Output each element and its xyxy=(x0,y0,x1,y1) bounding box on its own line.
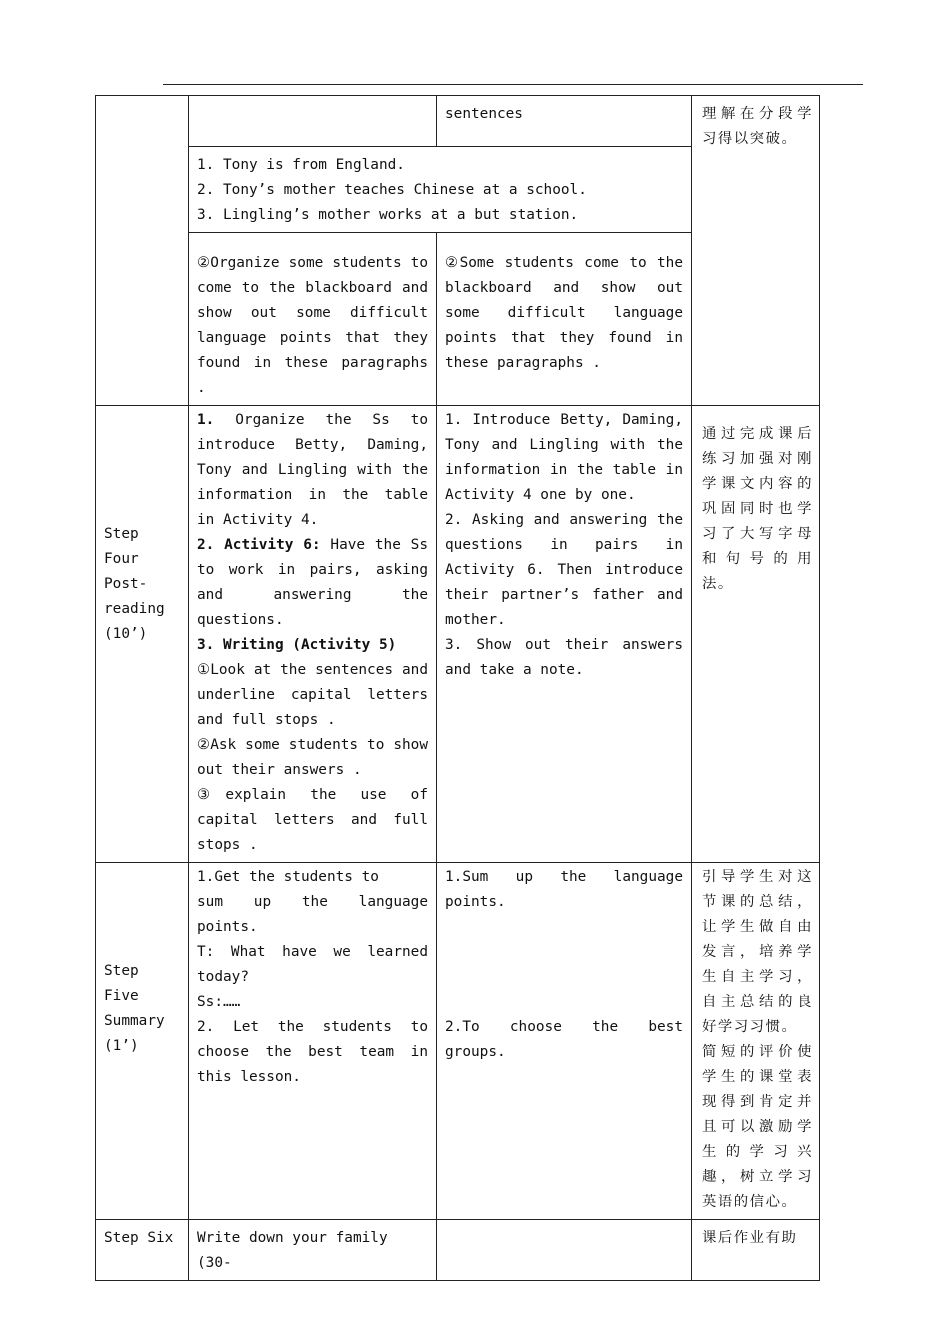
purpose-cell xyxy=(692,406,820,863)
teacher-item xyxy=(197,533,428,633)
header-rule xyxy=(163,84,863,85)
table-row xyxy=(96,96,820,147)
purpose-cell xyxy=(692,96,820,406)
student-cell xyxy=(437,233,692,406)
table-row xyxy=(96,863,820,1220)
item-number: 1. xyxy=(197,412,215,428)
purpose-text: 简短的评价使学生的课堂表现得到肯定并且可以激励学生的学习兴趣，树立学习英语的信心。 xyxy=(702,1044,813,1210)
step-cell xyxy=(96,863,189,1220)
teacher-line: Ss:…… xyxy=(197,994,241,1010)
student-item: 2. Asking and answering the questions in pairs in Activity 6. Then introduce their partner’s father and mother. xyxy=(445,512,683,628)
student-item: 3. Show out their answers and take a note. xyxy=(445,637,683,678)
teacher-line: T: What have we learned today? xyxy=(197,944,428,985)
teacher-item xyxy=(197,408,428,533)
step-cell-empty xyxy=(96,96,189,406)
step-label: (10’) xyxy=(104,626,148,642)
item-number: 2. Activity 6: xyxy=(197,537,321,553)
spacer xyxy=(445,940,683,965)
step-label: Four xyxy=(104,551,139,567)
teacher-line: 2. Let the students to choose the best team in this lesson. xyxy=(197,1019,428,1085)
teacher-item xyxy=(197,783,428,858)
student-line: 2.To choose the best groups. xyxy=(445,1019,683,1060)
purpose-text: 通过完成课后练习加强对刚学课文内容的巩固同时也学习了大写字母和句号的用法。 xyxy=(702,426,813,592)
table-row xyxy=(96,1220,820,1281)
teacher-activity-text: Write down your family (30- xyxy=(197,1230,388,1271)
teacher-cell xyxy=(189,233,437,406)
teacher-line: sum up the language points. xyxy=(197,894,428,935)
step-label: Summary xyxy=(104,1013,165,1029)
step-cell xyxy=(96,406,189,863)
step-label: (1’) xyxy=(104,1038,139,1054)
step-cell xyxy=(96,1220,189,1281)
teacher-cell xyxy=(189,406,437,863)
table-row xyxy=(96,406,820,863)
step-label: Post- xyxy=(104,576,148,592)
step-label: Step xyxy=(104,963,139,979)
student-activity-text: sentences xyxy=(445,106,523,122)
student-cell xyxy=(437,1220,692,1281)
answer-line: 3. Lingling’s mother works at a but station. xyxy=(197,207,579,223)
teacher-activity-text: ②Organize some students to come to the blackboard and show out some difficult language points that they found in these paragraphs . xyxy=(197,255,428,396)
step-label: Five xyxy=(104,988,139,1004)
teacher-cell xyxy=(189,96,437,147)
answer-line: 2. Tony’s mother teaches Chinese at a school. xyxy=(197,182,587,198)
step-label: reading xyxy=(104,601,165,617)
step-label: Step Six xyxy=(104,1230,174,1246)
item-heading: 3. Writing (Activity 5) xyxy=(197,637,397,653)
step-label: Step xyxy=(104,526,139,542)
item-text: Have the Ss to work in pairs, asking and answering the questions. xyxy=(197,537,429,628)
teacher-cell xyxy=(189,863,437,1220)
teacher-cell xyxy=(189,1220,437,1281)
lesson-plan-table xyxy=(95,95,820,1281)
answers-cell xyxy=(189,147,692,233)
item-text: ③explain the use of capital letters and full stops . xyxy=(197,787,428,853)
spacer xyxy=(445,915,683,940)
purpose-cell xyxy=(692,1220,820,1281)
spacer xyxy=(445,965,683,990)
answer-line: 1. Tony is from England. xyxy=(197,157,405,173)
item-text: ①Look at the sentences and underline capital letters and full stops . xyxy=(197,662,428,728)
student-cell xyxy=(437,863,692,1220)
student-cell xyxy=(437,406,692,863)
purpose-text: 引导学生对这节课的总结，让学生做自由发言，培养学生自主学习，自主总结的良好学习习惯。 xyxy=(702,869,813,1035)
item-text: Organize the Ss to introduce Betty, Daming, Tony and Lingling with the information in the table in Activity 4. xyxy=(197,412,428,528)
purpose-text: 理解在分段学习得以突破。 xyxy=(702,106,813,147)
student-line: 1.Sum up the language points. xyxy=(445,869,683,910)
teacher-item xyxy=(197,633,428,658)
student-cell xyxy=(437,96,692,147)
student-item: 1. Introduce Betty, Daming, Tony and Lingling with the information in the table in Activity 4 one by one. xyxy=(445,412,683,503)
purpose-text: 课后作业有助 xyxy=(702,1230,798,1246)
purpose-cell xyxy=(692,863,820,1220)
teacher-item xyxy=(197,733,428,783)
student-activity-text: ②Some students come to the blackboard and show out some difficult language points that they found in these paragraphs . xyxy=(445,255,683,371)
spacer xyxy=(445,990,683,1015)
item-text: ②Ask some students to show out their answers . xyxy=(197,737,428,778)
teacher-line: 1.Get the students to xyxy=(197,869,379,885)
teacher-item xyxy=(197,658,428,733)
